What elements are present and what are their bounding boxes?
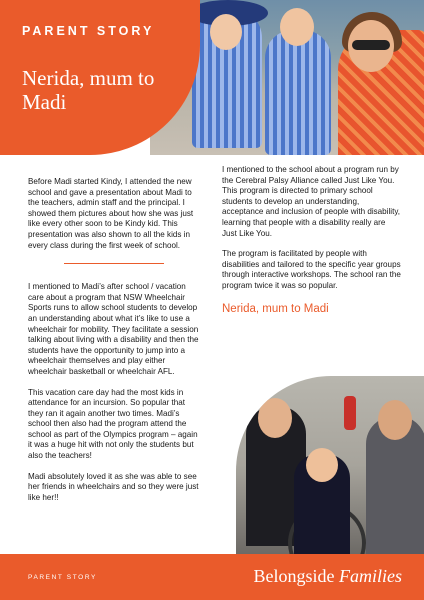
paragraph: I mentioned to Madi’s after school / vacation care about a program that NSW Wheelchair Sports runs to allow school students to develop an understanding about what it’s like to use a wheelchair for mobility. They facilitate a session talking about living with a disability and then the students have the opportunity to jump into a wheelchair themselves and play either wheelchair basketball or wheelchair AFL. bbox=[28, 282, 199, 376]
brand-italic: Families bbox=[339, 566, 402, 586]
footer bbox=[0, 554, 424, 600]
paragraph: I mentioned to the school about a program run by the Cerebral Palsy Alliance called Just Like You. This program is directed to primary school students to develop an understanding, acceptance and inclusion of people with disability, learning that people with a disability really are Just Like You. bbox=[222, 165, 401, 238]
photo-caption: Nerida, mum to Madi bbox=[222, 302, 329, 315]
brand-main: Belongside bbox=[253, 566, 335, 586]
left-column bbox=[28, 177, 200, 513]
family-photo bbox=[236, 376, 424, 554]
paragraph: Before Madi started Kindy, I attended the new school and gave a presentation about Madi to the teachers, admin staff and the principal. I showed them pictures about how she was just like every other soon to be Kindy kid. This presentation was also shown to all the kids in every class during the first week of school. bbox=[28, 177, 194, 250]
section-label: PARENT STORY bbox=[22, 24, 155, 38]
footer-label: PARENT STORY bbox=[28, 574, 97, 581]
brand-logo bbox=[254, 566, 403, 586]
paragraph: The program is facilitated by people with disabilities and tailored to the specific year groups through interactive workshops. The school ran the program twice it was so popular. bbox=[222, 249, 401, 290]
paragraph: This vacation care day had the most kids in attendance for an incursion. So popular that they ran it again another two times. Madi’s school then also had the program attend the school as part of the Olympics program – again it was a huge hit with not only the students but also the teachers! bbox=[28, 387, 198, 461]
paragraph: Madi absolutely loved it as she was able to see her friends in wheelchairs and so they were just like her!! bbox=[28, 471, 199, 502]
right-column bbox=[222, 165, 402, 316]
divider bbox=[64, 263, 164, 264]
page-title: Nerida, mum to Madi bbox=[22, 66, 155, 114]
